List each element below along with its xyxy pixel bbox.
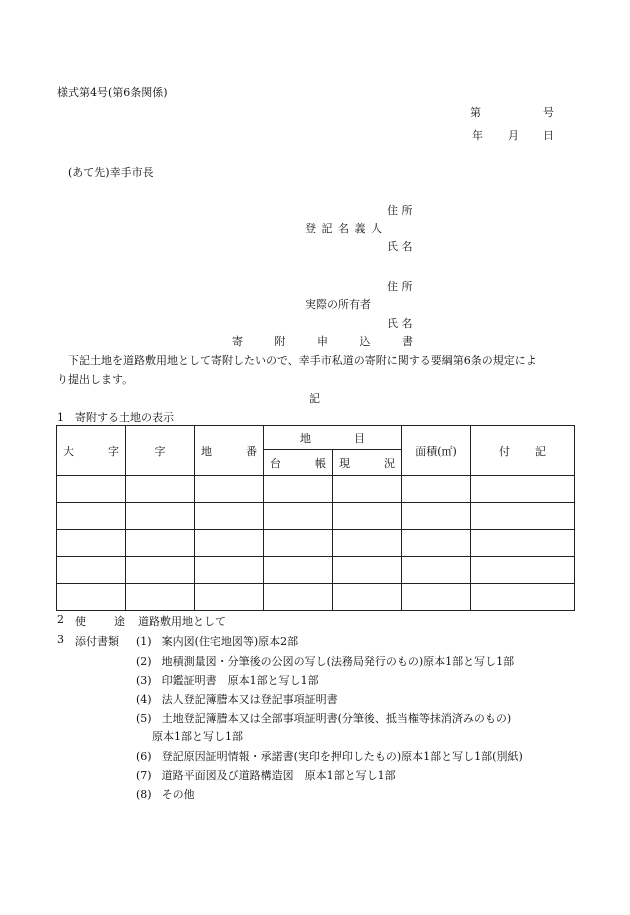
actual-owner-label: 実際の所有者 [305, 298, 371, 311]
section3-label: 添付書類 [75, 635, 119, 648]
table-cell [126, 476, 195, 503]
table-cell [333, 530, 402, 557]
table-cell [471, 557, 575, 584]
table-cell [57, 557, 126, 584]
table-cell [402, 584, 471, 611]
table-cell [195, 503, 264, 530]
attachment-number: (6) [136, 750, 152, 763]
header-fuki: 付 記 [471, 426, 575, 476]
body-text-line1: 下記土地を道路敷用地として寄附したいので、幸手市私道の寄附に関する要綱第6条の規定によ [68, 354, 537, 367]
table-cell [57, 530, 126, 557]
table-row [57, 557, 575, 584]
date-month: 月 [508, 129, 519, 142]
header-chiban: 地 番 [195, 426, 264, 476]
attachment-item [136, 691, 338, 707]
ki-heading: 記 [309, 392, 320, 405]
table-cell [195, 557, 264, 584]
table-cell [471, 530, 575, 557]
header-aza: 字 [126, 426, 195, 476]
document-title: 寄 附 申 込 書 [232, 335, 427, 348]
table-cell [264, 557, 333, 584]
section2-label-b: 途 [114, 615, 125, 628]
attachment-item [136, 633, 298, 649]
table-row [57, 476, 575, 503]
addressee: (あて先)幸手市長 [68, 166, 154, 179]
table-cell [264, 503, 333, 530]
table-cell [471, 503, 575, 530]
table-cell [264, 584, 333, 611]
table-cell [126, 584, 195, 611]
attachment-text: その他 [161, 788, 195, 801]
attachment-item [136, 786, 195, 802]
table-cell [126, 530, 195, 557]
table-cell [126, 557, 195, 584]
table-cell [57, 584, 126, 611]
table-cell [333, 584, 402, 611]
table-cell [471, 476, 575, 503]
number-dai: 第 [470, 106, 481, 119]
table-cell [195, 584, 264, 611]
number-go: 号 [543, 106, 554, 119]
owner-address-label: 住 所 [387, 280, 413, 293]
date-day: 日 [543, 129, 554, 142]
attachment-number: (4) [136, 693, 152, 706]
section2-number: 2 [57, 613, 64, 626]
attachment-number: (2) [136, 655, 152, 668]
attachment-item [136, 653, 514, 669]
table-cell [402, 476, 471, 503]
attachment-item [136, 710, 511, 726]
table-cell [333, 503, 402, 530]
attachment-item [136, 767, 396, 783]
header-chimoku: 地 目 [264, 426, 402, 450]
table-cell [264, 476, 333, 503]
header-oaza: 大 字 [57, 426, 126, 476]
table-cell [195, 476, 264, 503]
attachment-text: 地積測量図・分筆後の公図の写し(法務局発行のもの)原本1部と写し1部 [161, 655, 515, 668]
attachment-continuation: 原本1部と写し1部 [152, 730, 243, 743]
section1-title: 1 寄附する土地の表示 [57, 411, 174, 424]
attachment-text: 道路平面図及び道路構造図 原本1部と写し1部 [161, 769, 396, 782]
registered-name-label: 氏 名 [387, 240, 413, 253]
table-row [57, 503, 575, 530]
table-cell [126, 503, 195, 530]
attachment-item [136, 672, 319, 688]
header-genkyo: 現 況 [333, 450, 402, 476]
attachment-number: (1) [136, 635, 152, 648]
table-row [57, 530, 575, 557]
attachment-item [136, 748, 523, 764]
table-header-row [57, 426, 575, 450]
registered-holder-label: 登 記 名 義 人 [305, 222, 383, 235]
section3-number: 3 [57, 633, 64, 646]
registered-address-label: 住 所 [387, 204, 413, 217]
table-row [57, 584, 575, 611]
table-cell [57, 476, 126, 503]
table-cell [264, 530, 333, 557]
table-cell [57, 503, 126, 530]
table-cell [402, 503, 471, 530]
owner-name-label: 氏 名 [387, 317, 413, 330]
form-number: 様式第4号(第6条関係) [57, 86, 168, 99]
attachment-text: 法人登記簿謄本又は登記事項証明書 [161, 693, 338, 706]
header-menseki: 面積(㎡) [402, 426, 471, 476]
body-text-line2: り提出します。 [57, 373, 134, 386]
table-cell [333, 476, 402, 503]
attachment-number: (8) [136, 788, 152, 801]
table-cell [402, 557, 471, 584]
land-table [56, 425, 575, 611]
attachment-text: 土地登記簿謄本又は全部事項証明書(分筆後、抵当権等抹消済みのもの) [161, 712, 512, 725]
attachment-text: 登記原因証明情報・承諾書(実印を押印したもの)原本1部と写し1部(別紙) [161, 750, 523, 763]
attachment-text: 印鑑証明書 原本1部と写し1部 [161, 674, 319, 687]
attachment-number: (5) [136, 712, 152, 725]
table-cell [471, 584, 575, 611]
section2-value: 道路敷用地として [138, 615, 226, 628]
table-cell [195, 530, 264, 557]
table-cell [402, 530, 471, 557]
header-daicho: 台 帳 [264, 450, 333, 476]
table-cell [333, 557, 402, 584]
section2-label-a: 使 [75, 615, 86, 628]
date-year: 年 [472, 129, 483, 142]
attachment-number: (3) [136, 674, 152, 687]
attachment-text: 案内図(住宅地図等)原本2部 [161, 635, 299, 648]
attachment-number: (7) [136, 769, 152, 782]
